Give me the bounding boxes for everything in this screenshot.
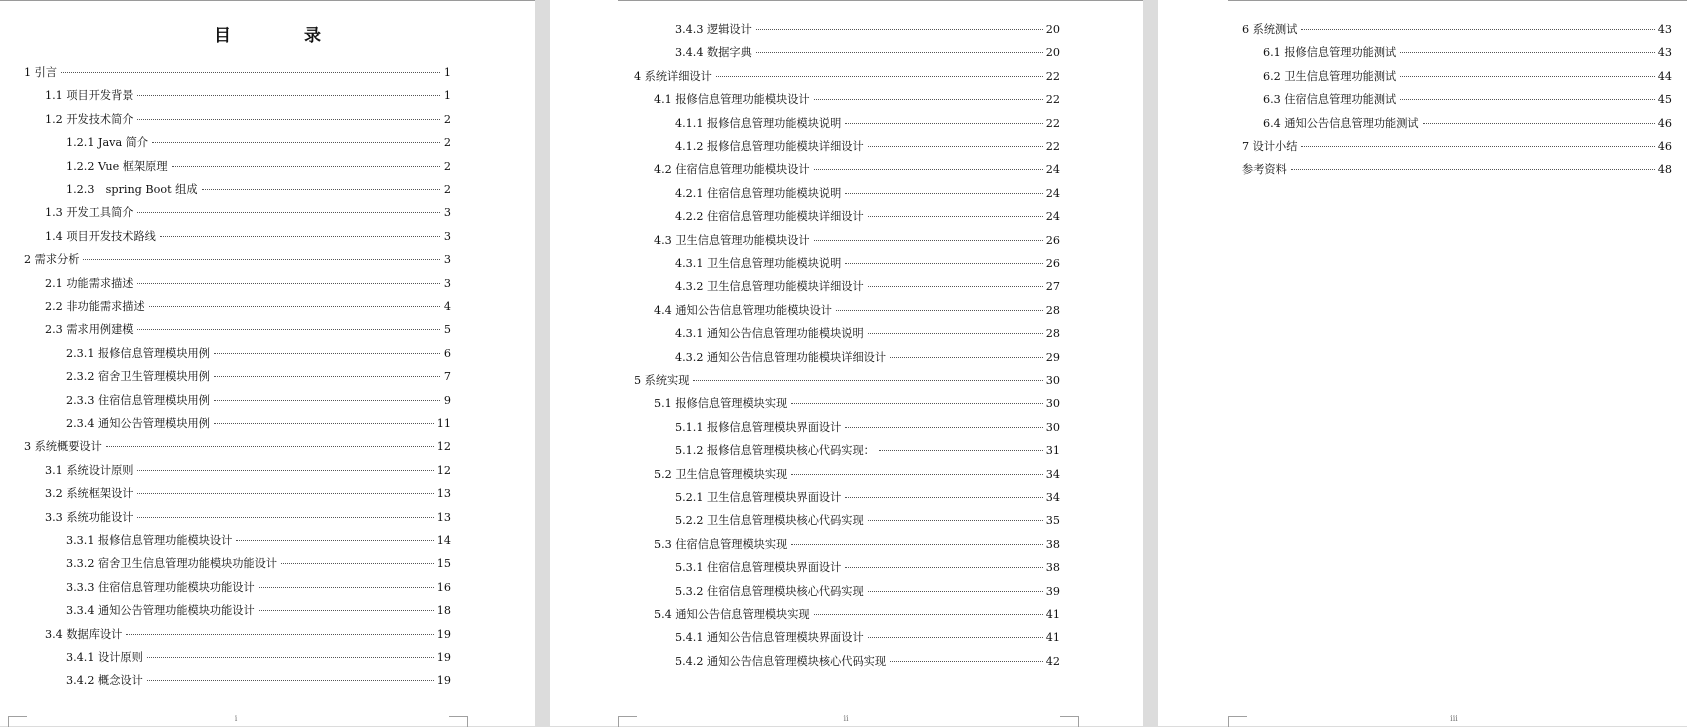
toc-page-number: 22: [1045, 116, 1060, 130]
page-corner-mark: [1060, 716, 1079, 727]
page-corner-mark: [618, 716, 637, 727]
toc-entry-label: 1.1 项目开发背景: [45, 89, 134, 103]
toc-entry[interactable]: [654, 606, 1060, 624]
toc-entry[interactable]: [66, 555, 451, 573]
toc-dot-leader: [868, 591, 1043, 592]
toc-entry[interactable]: [24, 64, 451, 82]
toc-entry[interactable]: [45, 204, 451, 222]
toc-entry[interactable]: [634, 68, 1060, 86]
toc-entry-label: 3.4.4 数据字典: [675, 46, 752, 60]
toc-dot-leader: [868, 333, 1043, 334]
toc-page-number: 41: [1045, 608, 1060, 621]
toc-entry[interactable]: [45, 485, 451, 503]
toc-entry[interactable]: [45, 509, 451, 527]
toc-entry-label: 6 系统测试: [1242, 23, 1298, 36]
toc-entry[interactable]: [654, 536, 1060, 554]
toc-page-number: 29: [1045, 350, 1060, 364]
toc-dot-leader: [214, 376, 440, 377]
toc-page-number: 15: [436, 557, 451, 571]
toc-dot-leader: [160, 236, 440, 237]
toc-page-number: 2: [443, 112, 451, 126]
toc-entry-label: 3.3.2 宿舍卫生信息管理功能模块功能设计: [66, 557, 278, 571]
toc-page-number: 3: [443, 253, 451, 267]
toc-dot-leader: [868, 286, 1043, 287]
toc-entry[interactable]: [66, 158, 451, 176]
toc-dot-leader: [202, 189, 440, 190]
toc-dot-leader: [845, 427, 1042, 428]
toc-dot-leader: [814, 99, 1043, 100]
toc-dot-leader: [814, 169, 1043, 170]
toc-dot-leader: [716, 76, 1043, 77]
toc-entry[interactable]: [24, 438, 451, 456]
toc-entry-label: 6.1 报修信息管理功能测试: [1263, 46, 1397, 60]
toc-page-number: 38: [1045, 561, 1060, 575]
toc-entry-label: 4.1 报修信息管理功能模块设计: [654, 93, 810, 107]
toc-page-number: 3: [443, 229, 451, 243]
toc-page-number: 24: [1045, 163, 1060, 177]
toc-entry-label: 5.3.2 住宿信息管理模块核心代码实现: [675, 584, 864, 598]
toc-page-number: 19: [436, 674, 451, 688]
toc-entry-label: 4.2 住宿信息管理功能模块设计: [654, 163, 810, 177]
toc-page-number: 2: [443, 183, 451, 196]
toc-entry-label: 3.1 系统设计原则: [45, 463, 134, 477]
toc-dot-leader: [890, 357, 1043, 358]
toc-page-number: 28: [1045, 327, 1060, 341]
toc-dot-leader: [214, 400, 440, 401]
toc-entry[interactable]: [675, 208, 1060, 226]
toc-entry-label: 5.4 通知公告信息管理模块实现: [654, 608, 810, 621]
toc-page-number: 11: [436, 417, 451, 430]
toc-entry-label: 4.4 通知公告信息管理功能模块设计: [654, 303, 832, 317]
toc-entry[interactable]: [675, 442, 1060, 460]
toc-dot-leader: [137, 283, 440, 284]
toc-dot-leader: [791, 544, 1043, 545]
toc-dot-leader: [147, 680, 434, 681]
toc-entry[interactable]: [66, 368, 451, 386]
toc-entry-label: 5.1.2 报修信息管理模块核心代码实现：: [675, 444, 875, 458]
toc-entry[interactable]: [654, 161, 1060, 179]
page-corner-mark: [449, 716, 468, 727]
toc-entry-label: 3.4.3 逻辑设计: [675, 23, 752, 36]
toc-entry-label: 3.4.2 概念设计: [66, 674, 143, 688]
toc-page-number: 20: [1045, 46, 1060, 60]
toc-entry-label: 4.1.2 报修信息管理功能模块详细设计: [675, 140, 864, 153]
toc-dot-leader: [259, 610, 434, 611]
toc-page-number: 45: [1657, 93, 1672, 107]
toc-title: 目 录: [214, 26, 349, 46]
toc-page-number: 30: [1045, 374, 1060, 387]
toc-dot-leader: [137, 470, 433, 471]
toc-entry-label: 5 系统实现: [634, 374, 690, 387]
toc-entry-label: 2 需求分析: [24, 253, 80, 267]
toc-entry[interactable]: [1242, 161, 1672, 179]
toc-entry[interactable]: [675, 349, 1060, 367]
toc-entry[interactable]: [66, 181, 451, 199]
toc-entry[interactable]: [1263, 44, 1672, 62]
toc-page-number: 35: [1045, 514, 1060, 528]
toc-dot-leader: [137, 493, 433, 494]
toc-entry[interactable]: [675, 325, 1060, 343]
toc-page-number: 44: [1657, 69, 1672, 83]
toc-entry[interactable]: [45, 626, 451, 644]
toc-page-number: 30: [1045, 420, 1060, 434]
toc-entry[interactable]: [675, 653, 1060, 671]
toc-page-number: 31: [1045, 444, 1060, 458]
toc-page-number: 1: [443, 66, 451, 79]
toc-entry-label: 6.3 住宿信息管理功能测试: [1263, 93, 1397, 107]
toc-entry[interactable]: [654, 91, 1060, 109]
toc-entry[interactable]: [66, 532, 451, 550]
toc-entry-label: 4.3.1 通知公告信息管理功能模块说明: [675, 327, 864, 341]
page-corner-mark: [1228, 716, 1247, 727]
toc-entry[interactable]: [66, 602, 451, 620]
toc-entry-label: 5.3 住宿信息管理模块实现: [654, 537, 788, 551]
toc-dot-leader: [845, 193, 1042, 194]
toc-entry-label: 3.3 系统功能设计: [45, 510, 134, 524]
toc-entry-label: 2.3.4 通知公告管理模块用例: [66, 417, 210, 430]
toc-entry-label: 7 设计小结: [1242, 140, 1298, 153]
toc-page-number: 16: [436, 580, 451, 594]
toc-dot-leader: [845, 263, 1042, 264]
toc-dot-leader: [214, 423, 434, 424]
toc-page-number: 13: [436, 510, 451, 524]
toc-page-number: 34: [1045, 467, 1060, 481]
toc-entry[interactable]: [675, 583, 1060, 601]
toc-entry[interactable]: [675, 138, 1060, 156]
toc-entry[interactable]: [675, 512, 1060, 530]
page-footer-number: ii: [843, 714, 849, 723]
toc-dot-leader: [137, 119, 440, 120]
toc-dot-leader: [791, 403, 1043, 404]
toc-dot-leader: [83, 259, 440, 260]
toc-entry[interactable]: [675, 419, 1060, 437]
toc-page-number: 26: [1045, 233, 1060, 247]
page-top-border: [0, 0, 535, 1]
toc-entry[interactable]: [675, 278, 1060, 296]
toc-entry-label: 6.4 通知公告信息管理功能测试: [1263, 116, 1419, 130]
toc-entry-label: 2.3.3 住宿信息管理模块用例: [66, 393, 210, 407]
toc-dot-leader: [868, 216, 1043, 217]
toc-entry-label: 3 系统概要设计: [24, 440, 102, 454]
toc-page-number: 20: [1045, 23, 1060, 36]
toc-page-number: 3: [443, 276, 451, 290]
toc-page-number: 19: [436, 627, 451, 641]
toc-dot-leader: [845, 497, 1042, 498]
toc-dot-leader: [1301, 29, 1654, 30]
toc-entry-label: 5.2.2 卫生信息管理模块核心代码实现: [675, 514, 864, 528]
toc-entry[interactable]: [66, 392, 451, 410]
toc-entry-label: 3.2 系统框架设计: [45, 487, 134, 501]
toc-page-number: 43: [1657, 23, 1672, 36]
document-page-1: [0, 0, 535, 726]
toc-entry[interactable]: [66, 415, 451, 433]
toc-dot-leader: [836, 310, 1043, 311]
toc-entry[interactable]: [675, 629, 1060, 647]
toc-page-number: 38: [1045, 537, 1060, 551]
toc-entry[interactable]: [45, 111, 451, 129]
page-footer-number: i: [234, 714, 238, 723]
toc-dot-leader: [1400, 99, 1655, 100]
toc-dot-leader: [259, 587, 434, 588]
page-top-border: [618, 0, 1143, 1]
toc-entry-label: 2.3 需求用例建模: [45, 323, 134, 337]
toc-entry[interactable]: [45, 275, 451, 293]
toc-entry[interactable]: [1263, 68, 1672, 86]
toc-dot-leader: [149, 306, 440, 307]
toc-page-number: 19: [436, 651, 451, 664]
toc-entry-label: 4.2.1 住宿信息管理功能模块说明: [675, 186, 842, 200]
toc-entry[interactable]: [66, 649, 451, 667]
toc-entry[interactable]: [45, 321, 451, 339]
toc-page-number: 12: [436, 463, 451, 477]
toc-entry-label: 1.4 项目开发技术路线: [45, 229, 156, 243]
toc-dot-leader: [137, 212, 440, 213]
toc-entry-label: 5.1.1 报修信息管理模块界面设计: [675, 420, 842, 434]
toc-entry-label: 6.2 卫生信息管理功能测试: [1263, 69, 1397, 83]
toc-entry-label: 2.2 非功能需求描述: [45, 300, 145, 313]
toc-page-number: 48: [1657, 163, 1672, 177]
toc-entry[interactable]: [45, 228, 451, 246]
toc-dot-leader: [1400, 76, 1655, 77]
toc-dot-leader: [152, 142, 440, 143]
toc-entry[interactable]: [675, 255, 1060, 273]
toc-entry[interactable]: [1263, 91, 1672, 109]
toc-page-number: 2: [443, 159, 451, 173]
toc-page-number: 18: [436, 604, 451, 618]
toc-entry-label: 3.3.1 报修信息管理功能模块设计: [66, 534, 233, 547]
toc-entry[interactable]: [675, 21, 1060, 39]
toc-dot-leader: [137, 329, 440, 330]
toc-entry-label: 1.2.1 Java 简介: [66, 136, 149, 150]
toc-page-number: 4: [443, 300, 451, 313]
toc-entry[interactable]: [675, 185, 1060, 203]
toc-entry-label: 4.1.1 报修信息管理功能模块说明: [675, 116, 842, 130]
toc-entry-label: 2.1 功能需求描述: [45, 276, 134, 290]
toc-dot-leader: [106, 446, 434, 447]
toc-page-number: 43: [1657, 46, 1672, 60]
toc-page-number: 3: [443, 206, 451, 220]
toc-entry[interactable]: [45, 87, 451, 105]
toc-dot-leader: [172, 166, 440, 167]
toc-dot-leader: [845, 567, 1042, 568]
toc-entry-label: 1.3 开发工具简介: [45, 206, 134, 220]
toc-entry[interactable]: [45, 462, 451, 480]
toc-dot-leader: [137, 95, 440, 96]
toc-page-number: 46: [1657, 116, 1672, 130]
toc-entry[interactable]: [66, 345, 451, 363]
toc-page-number: 7: [443, 370, 451, 384]
toc-entry[interactable]: [675, 44, 1060, 62]
toc-page-number: 2: [443, 136, 451, 150]
toc-page-number: 26: [1045, 257, 1060, 270]
toc-entry-label: 2.3.2 宿舍卫生管理模块用例: [66, 370, 210, 384]
toc-entry[interactable]: [24, 251, 451, 269]
toc-page-number: 24: [1045, 210, 1060, 224]
toc-entry-label: 5.4.1 通知公告信息管理模块界面设计: [675, 631, 864, 645]
toc-page-number: 39: [1045, 584, 1060, 598]
toc-dot-leader: [147, 657, 434, 658]
toc-entry[interactable]: [1263, 115, 1672, 133]
toc-page-number: 22: [1045, 140, 1060, 153]
toc-dot-leader: [281, 563, 434, 564]
toc-entry-label: 1.2 开发技术简介: [45, 112, 134, 126]
page-top-border: [1228, 0, 1687, 1]
toc-entry-label: 1.2.2 Vue 框架原理: [66, 159, 168, 173]
toc-dot-leader: [126, 634, 433, 635]
toc-entry[interactable]: [654, 232, 1060, 250]
toc-dot-leader: [236, 540, 433, 541]
toc-entry-label: 4.2.2 住宿信息管理功能模块详细设计: [675, 210, 864, 224]
toc-entry-label: 5.1 报修信息管理模块实现: [654, 397, 788, 411]
toc-dot-leader: [868, 520, 1043, 521]
toc-page-number: 41: [1045, 631, 1060, 645]
toc-entry[interactable]: [66, 579, 451, 597]
toc-entry-label: 3.4 数据库设计: [45, 627, 123, 641]
toc-entry-label: 2.3.1 报修信息管理模块用例: [66, 346, 210, 360]
toc-entry[interactable]: [1242, 21, 1672, 39]
toc-entry-label: 参考资料: [1242, 163, 1287, 177]
toc-entry-label: 5.3.1 住宿信息管理模块界面设计: [675, 561, 842, 575]
toc-dot-leader: [61, 72, 440, 73]
toc-entry-label: 3.4.1 设计原则: [66, 651, 143, 664]
toc-page-number: 6: [443, 346, 451, 360]
toc-page-number: 14: [436, 534, 451, 547]
toc-entry-label: 1.2.3 spring Boot 组成: [66, 183, 198, 196]
toc-dot-leader: [693, 380, 1042, 381]
toc-entry[interactable]: [675, 489, 1060, 507]
toc-entry-label: 5.2.1 卫生信息管理模块界面设计: [675, 491, 842, 504]
page-corner-mark: [8, 716, 27, 727]
toc-entry-label: 4.3.2 卫生信息管理功能模块详细设计: [675, 280, 864, 294]
toc-dot-leader: [879, 450, 1043, 451]
toc-entry-label: 3.3.4 通知公告管理功能模块功能设计: [66, 604, 255, 618]
toc-dot-leader: [845, 123, 1042, 124]
toc-dot-leader: [1400, 52, 1655, 53]
toc-dot-leader: [791, 474, 1043, 475]
toc-page-number: 27: [1045, 280, 1060, 294]
toc-dot-leader: [1291, 169, 1655, 170]
toc-page-number: 28: [1045, 303, 1060, 317]
toc-entry-label: 1 引言: [24, 66, 58, 79]
toc-dot-leader: [1423, 123, 1655, 124]
toc-entry[interactable]: [66, 134, 451, 152]
toc-entry[interactable]: [634, 372, 1060, 390]
toc-page-number: 24: [1045, 186, 1060, 200]
toc-dot-leader: [814, 614, 1043, 615]
toc-entry[interactable]: [654, 466, 1060, 484]
toc-entry-label: 5.4.2 通知公告信息管理模块核心代码实现: [675, 654, 887, 668]
toc-entry[interactable]: [45, 298, 451, 316]
toc-dot-leader: [868, 146, 1043, 147]
toc-entry-label: 5.2 卫生信息管理模块实现: [654, 467, 788, 481]
page-footer-number: iii: [1450, 714, 1458, 723]
toc-page-number: 1: [443, 89, 451, 103]
toc-dot-leader: [814, 240, 1043, 241]
toc-dot-leader: [890, 661, 1043, 662]
toc-page-number: 42: [1045, 654, 1060, 668]
toc-page-number: 34: [1045, 491, 1060, 504]
toc-entry[interactable]: [654, 302, 1060, 320]
toc-page-number: 46: [1657, 140, 1672, 153]
toc-dot-leader: [1301, 146, 1654, 147]
toc-entry-label: 4.3 卫生信息管理功能模块设计: [654, 233, 810, 247]
toc-entry[interactable]: [654, 395, 1060, 413]
toc-entry[interactable]: [675, 115, 1060, 133]
toc-dot-leader: [137, 517, 433, 518]
toc-page-number: 22: [1045, 69, 1060, 83]
toc-page-number: 12: [436, 440, 451, 454]
toc-page-number: 13: [436, 487, 451, 501]
toc-entry[interactable]: [1242, 138, 1672, 156]
toc-page-number: 5: [443, 323, 451, 337]
toc-entry-label: 4 系统详细设计: [634, 69, 712, 83]
toc-page-number: 30: [1045, 397, 1060, 411]
toc-entry[interactable]: [675, 559, 1060, 577]
toc-dot-leader: [756, 52, 1043, 53]
document-page-2: [550, 0, 1143, 726]
toc-dot-leader: [868, 637, 1043, 638]
toc-entry-label: 3.3.3 住宿信息管理功能模块功能设计: [66, 580, 255, 594]
document-page-3: [1158, 0, 1687, 726]
toc-entry[interactable]: [66, 672, 451, 690]
toc-page-number: 22: [1045, 93, 1060, 107]
toc-dot-leader: [214, 353, 440, 354]
toc-dot-leader: [756, 29, 1043, 30]
toc-entry-label: 4.3.1 卫生信息管理功能模块说明: [675, 257, 842, 270]
toc-entry-label: 4.3.2 通知公告信息管理功能模块详细设计: [675, 350, 887, 364]
toc-page-number: 9: [443, 393, 451, 407]
